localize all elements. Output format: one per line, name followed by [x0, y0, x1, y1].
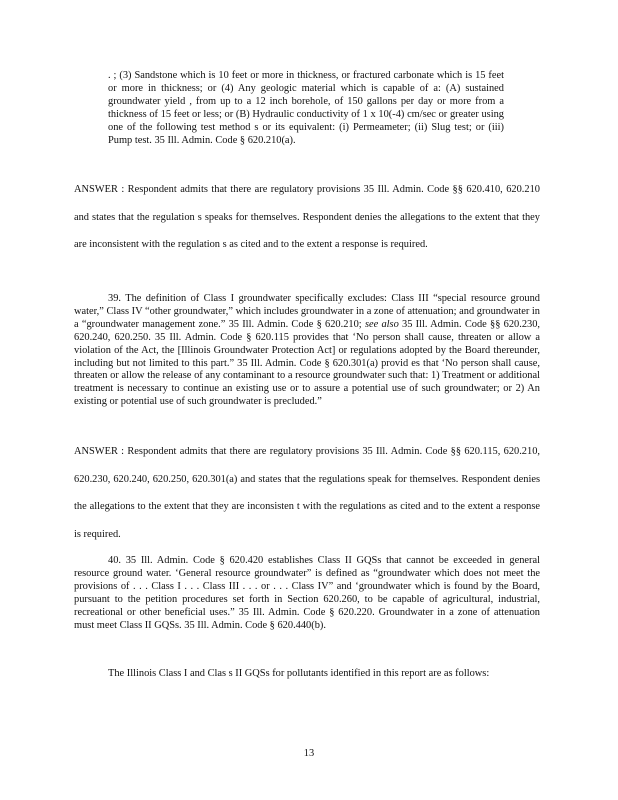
quoted-regulation-block: . ; (3) Sandstone which is 10 feet or more in thickness, or fractured carbonate which is 15 feet or more in thickness; or (4) Any geologic material which is capable of a: (A) sustained groundwater yield , from up to a 12 inch borehole, of 150 gallons per day or more from a thickness of 15 feet or less; or (B) Hydraulic conductivity of 1 x 10(-4) cm/sec or greater using one of the following test method s or its equivalent: (i) Permeameter; (ii) Slug test; or (iii) Pump test. 35 Ill. Admin. Code § 620.210(a).	[108, 70, 504, 146]
italic-citation-signal: see also	[364, 318, 399, 330]
page-number: 13	[303, 748, 315, 759]
paragraph-text: 35 Ill. Admin. Code § 620.420 establishes Class II GQSs that cannot be exceeded in general resource ground water. ‘General resource groundwater” is defined as “groundwater which does not meet the provisions of . . . Class I . . . Class III . . . or . . . Class IV” and ‘groundwater which is found by the Board, pursuant to the petition procedures set forth in Section 620.260, to be capable of agricultural, industrial, recreational or other beneficial uses.” 35 Ill. Admin. Code § 620.220. Groundwater in a zone of attenuation must meet Class II GQSs. 35 Ill. Admin. Code § 620.440(b).	[74, 555, 540, 631]
paragraph-text-continued: 35 Ill. Admin. Code §§ 620.230, 620.240, 620.250. 35 Ill. Admin. Code § 620.115 provides that ‘No person shall cause, threaten or allow a violation of the Act, the [Illinois Groundwater Protection Act] or regulations adopted by the Board thereunder, including but not limited to this part.” 35 Ill. Admin. Code § 620.301(a) provid es that ‘No person shall cause, threaten or allow the release of any contaminant to a resource groundwater such that: 1) Treatment or additional treatment is necessary to continue an existing use or to assure a potential use of such groundwater; or 2) An existing or potential use of such groundwater is precluded.”	[74, 318, 541, 408]
paragraph-number: 39.	[108, 293, 121, 304]
paragraph-text: The definition of Class I groundwater specifically excludes: Class III “special resource ground water,” Class IV “other groundwater,” which includes groundwater in a zone of attenuation; and groundwater in a “groundwater management zone.” 35 Ill. Admin. Code § 620.210;	[74, 293, 540, 330]
closing-paragraph: The Illinois Class I and Clas s II GQSs for pollutants identified in this report are as follows:	[108, 668, 490, 679]
paragraph-number: 40.	[108, 555, 121, 566]
numbered-paragraph-40	[74, 555, 540, 632]
answer-paragraph: ANSWER : Respondent admits that there are regulatory provisions 35 Ill. Admin. Code §§ 620.115, 620.210, 620.230, 620.240, 620.250, 620.301(a) and states that the regulations speak for themselves. Respondent denies the allegations to the extent that they are inconsisten t with the regulations as cited and to the extent a response is required.	[74, 446, 540, 540]
numbered-paragraph-39	[74, 293, 540, 409]
answer-paragraph: ANSWER : Respondent admits that there are regulatory provisions 35 Ill. Admin. Code §§ 620.410, 620.210 and states that the regulation s speaks for themselves. Respondent denies the allegations to the extent that they are inconsistent with the regulation s as cited and to the extent a response is required.	[74, 184, 540, 250]
